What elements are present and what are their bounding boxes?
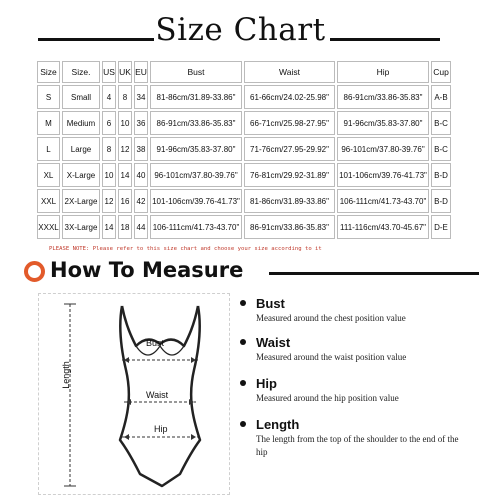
item-desc: Measured around the hip position value	[256, 393, 399, 403]
table-cell: 38	[134, 137, 148, 161]
column-header: UK	[118, 61, 132, 83]
measure-item-bust	[240, 296, 470, 330]
item-title: Waist	[256, 335, 291, 350]
table-header-row	[37, 61, 451, 83]
table-cell: 44	[134, 215, 148, 239]
table-row	[37, 163, 451, 187]
table-cell: 101-106cm/39.76-41.73"	[150, 189, 242, 213]
table-cell: B-D	[431, 189, 451, 213]
ring-icon	[24, 261, 45, 282]
table-cell: 3X-Large	[62, 215, 100, 239]
diagram-length-label: Length	[61, 361, 71, 389]
column-header: EU	[134, 61, 148, 83]
table-cell: L	[37, 137, 60, 161]
table-cell: 61-66cm/24.02-25.98"	[244, 85, 335, 109]
column-header: Hip	[337, 61, 429, 83]
how-to-measure-header	[24, 258, 464, 284]
table-cell: 12	[118, 137, 132, 161]
dot-icon	[240, 300, 246, 306]
item-title: Length	[256, 417, 300, 432]
table-cell: 91-96cm/35.83-37.80"	[337, 111, 429, 135]
table-cell: Small	[62, 85, 100, 109]
table-row	[37, 111, 451, 135]
table-cell: X-Large	[62, 163, 100, 187]
table-row	[37, 85, 451, 109]
size-table	[35, 59, 453, 241]
table-cell: 71-76cm/27.95-29.92"	[244, 137, 335, 161]
table-cell: 91-96cm/35.83-37.80"	[150, 137, 242, 161]
section-rule	[269, 272, 479, 275]
table-cell: XL	[37, 163, 60, 187]
table-cell: 18	[118, 215, 132, 239]
table-cell: 8	[102, 137, 116, 161]
table-cell: 14	[118, 163, 132, 187]
table-cell: 8	[118, 85, 132, 109]
table-cell: 12	[102, 189, 116, 213]
table-cell: XXL	[37, 189, 60, 213]
column-header: Bust	[150, 61, 242, 83]
diagram-bust-label: Bust	[146, 338, 165, 348]
table-row	[37, 215, 451, 239]
table-cell: 86-91cm/33.86-35.83"	[244, 215, 335, 239]
title-rule-right	[330, 38, 440, 41]
item-title: Bust	[256, 296, 285, 311]
table-cell: Medium	[62, 111, 100, 135]
length-ruler-icon	[60, 300, 80, 490]
column-header: US	[102, 61, 116, 83]
table-cell: 76-81cm/29.92-31.89"	[244, 163, 335, 187]
table-cell: 40	[134, 163, 148, 187]
column-header: Size	[37, 61, 60, 83]
item-desc: Measured around the waist position value	[256, 352, 407, 362]
table-cell: 10	[118, 111, 132, 135]
table-cell: S	[37, 85, 60, 109]
item-desc: Measured around the chest position value	[256, 313, 406, 323]
table-cell: 66-71cm/25.98-27.95"	[244, 111, 335, 135]
table-row	[37, 137, 451, 161]
measure-item-waist	[240, 335, 470, 369]
item-title: Hip	[256, 376, 277, 391]
table-cell: 2X-Large	[62, 189, 100, 213]
size-chart-header	[0, 10, 481, 50]
table-cell: 14	[102, 215, 116, 239]
table-cell: D-E	[431, 215, 451, 239]
table-cell: Large	[62, 137, 100, 161]
table-cell: 81-86cm/31.89-33.86"	[150, 85, 242, 109]
column-header: Size.	[62, 61, 100, 83]
table-cell: 4	[102, 85, 116, 109]
table-cell: 111-116cm/43.70-45.67"	[337, 215, 429, 239]
table-cell: 10	[102, 163, 116, 187]
measure-item-hip	[240, 376, 470, 410]
table-cell: 106-111cm/41.73-43.70"	[337, 189, 429, 213]
table-cell: 86-91cm/33.86-35.83"	[337, 85, 429, 109]
diagram-hip-label: Hip	[154, 424, 168, 434]
table-cell: 6	[102, 111, 116, 135]
item-desc: The length from the top of the shoulder to the end of the hip	[256, 434, 459, 457]
page-title: Size Chart	[155, 12, 326, 48]
column-header: Waist	[244, 61, 335, 83]
column-header: Cup	[431, 61, 451, 83]
measure-item-length	[240, 417, 470, 465]
table-cell: M	[37, 111, 60, 135]
table-cell: 36	[134, 111, 148, 135]
table-cell: XXXL	[37, 215, 60, 239]
table-cell: 16	[118, 189, 132, 213]
table-cell: 106-111cm/41.73-43.70"	[150, 215, 242, 239]
table-cell: 101-106cm/39.76-41.73"	[337, 163, 429, 187]
table-cell: 34	[134, 85, 148, 109]
section-title: How To Measure	[50, 258, 244, 282]
table-cell: B-C	[431, 111, 451, 135]
size-note: PLEASE NOTE: Please refer to this size chart and choose your size according to it	[49, 246, 322, 252]
table-cell: B-C	[431, 137, 451, 161]
dot-icon	[240, 421, 246, 427]
table-cell: 96-101cm/37.80-39.76"	[150, 163, 242, 187]
table-cell: B-D	[431, 163, 451, 187]
table-cell: 81-86cm/31.89-33.86"	[244, 189, 335, 213]
table-cell: 42	[134, 189, 148, 213]
diagram-waist-label: Waist	[146, 390, 169, 400]
table-cell: 96-101cm/37.80-39.76"	[337, 137, 429, 161]
table-row	[37, 189, 451, 213]
dot-icon	[240, 339, 246, 345]
table-cell: 86-91cm/33.86-35.83"	[150, 111, 242, 135]
table-cell: A-B	[431, 85, 451, 109]
dot-icon	[240, 380, 246, 386]
